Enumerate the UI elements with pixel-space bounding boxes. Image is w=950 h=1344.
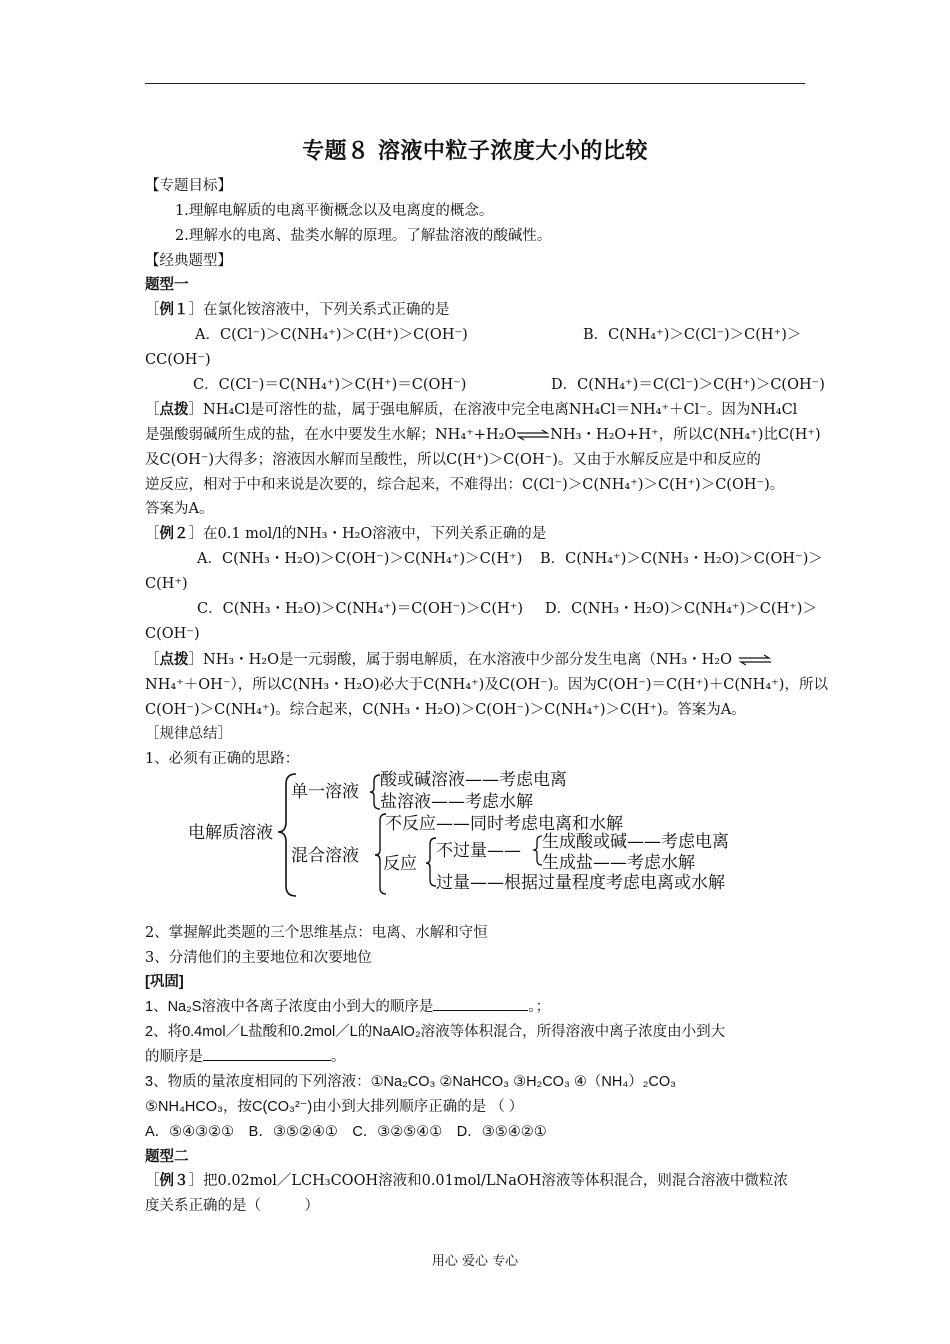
ex1-option-a: A．C(Cl⁻)＞C(NH₄⁺)＞C(H⁺)＞C(OH⁻)	[195, 327, 468, 343]
type2-heading: 题型二	[145, 1149, 189, 1165]
ex2-label: 例２	[159, 525, 189, 542]
ex2-option-b-cont: C(H⁺)	[145, 576, 188, 592]
ex2-hint-line-2: NH₄⁺＋OH⁻），所以C(NH₃・H₂O)必大于C(NH₄⁺)及C(OH⁻)。因为C(OH⁻)＝C(H⁺)＋C(NH₄⁺)，所以	[145, 677, 828, 693]
ex1-hint-line-1: ［点拨］NH₄Cl是可溶性的盐，属于强电解质，在溶液中完全电离NH₄Cl＝NH₄⁺＋Cl⁻。因为NH₄Cl	[145, 401, 798, 418]
target-item-2: 2.理解水的电离、盐类水解的原理。了解盐溶液的酸碱性。	[175, 228, 552, 244]
rule-summary-heading: ［规律总结］	[145, 726, 232, 742]
practice-q3-line-1: 3、物质的量浓度相同的下列溶液：①Na₂CO₃ ②NaHCO₃ ③H₂CO₃ ④（NH₄）₂CO₃	[145, 1074, 677, 1090]
rule-item-3: 3、分清他们的主要地位和次要地位	[145, 950, 372, 966]
tree-no-reaction: 不反应——同时考虑电离和水解	[385, 814, 623, 834]
ex1-hint-line-4: 逆反应，相对于中和来说是次要的，综合起来，不难得出：C(Cl⁻)＞C(NH₄⁺)＞C(H⁺)＞C(OH⁻)。	[145, 477, 785, 493]
ex3-text-1: 把0.02mol／LCH₃COOH溶液和0.01mol/LNaOH溶液等体积混合，则混合溶液中微粒浓	[203, 1173, 788, 1189]
ex1-question: ［例１］在氯化铵溶液中，下列关系式正确的是	[145, 301, 450, 318]
rule-item-1: 1、必须有正确的思路：	[145, 751, 300, 767]
rule-item-2: 2、掌握解此类题的三个思维基点：电离、水解和守恒	[145, 925, 488, 941]
q2-text-b: 的顺序是	[145, 1049, 203, 1065]
practice-q1	[145, 995, 550, 1019]
ex1-label: 例１	[159, 301, 189, 318]
tree-generate-salt: 生成盐——考虑水解	[542, 853, 695, 873]
electrolyte-solution-tree	[180, 770, 780, 900]
ex2-option-a: A．C(NH₃・H₂O)＞C(OH⁻)＞C(NH₄⁺)＞C(H⁺)	[197, 551, 523, 567]
ex1-option-b-cont: CC(OH⁻)	[145, 352, 211, 368]
practice-q3-line-2: ⑤NH₄HCO₃，按C(CO₃²⁻)由小到大排列顺序正确的是 （ ）	[145, 1099, 524, 1115]
tree-mixed-solution: 混合溶液	[291, 846, 359, 866]
tree-root: 电解质溶液	[188, 823, 273, 843]
tree-reaction: 反应	[383, 854, 417, 874]
tree-salt-solution: 盐溶液——考虑水解	[380, 792, 533, 812]
ex2-hint-line-3: C(OH⁻)＞C(NH₄⁺)。综合起来，C(NH₃・H₂O)＞C(OH⁻)＞C(NH₄⁺)＞C(H⁺)。答案为A。	[145, 702, 746, 718]
target-item-1: 1.理解电解质的电离平衡概念以及电离度的概念。	[175, 203, 494, 219]
ex2-option-d-cont: C(OH⁻)	[145, 626, 200, 642]
ex2-hint-line-1: ［点拨］NH₃・H₂O是一元弱酸，属于弱电解质，在水溶液中少部分发生电离（NH₃・H₂O	[145, 648, 772, 672]
practice-q3-options: A．⑤④③②① B．③⑤②④① C．③②⑤④① D．③⑤④②①	[145, 1124, 547, 1140]
ex2-option-c: C．C(NH₃・H₂O)＞C(NH₄⁺)＝C(OH⁻)＞C(H⁺)	[197, 601, 524, 617]
equilibrium-arrow-icon	[738, 654, 772, 666]
ex1-hint-line-5: 答案为A。	[145, 501, 214, 517]
q1-tail: 。；	[528, 999, 551, 1015]
ex1-question-text: 在氯化铵溶液中，下列关系式正确的是	[203, 302, 450, 318]
tree-acid-base-solution: 酸或碱溶液——考虑电离	[380, 770, 567, 790]
ex1-hint-line-2	[145, 423, 821, 447]
ex2-option-d: D．C(NH₃・H₂O)＞C(NH₄⁺)＞C(H⁺)＞	[545, 601, 817, 617]
ex1-hint-label: 点拨	[159, 401, 189, 418]
tree-generate-acid-base: 生成酸或碱——考虑电离	[542, 832, 729, 852]
ex1-option-c: C．C(Cl⁻)＝C(NH₄⁺)＞C(H⁺)＝C(OH⁻)	[193, 377, 467, 393]
ex1-hint-text-2a: 是强酸弱碱所生成的盐，在水中要发生水解；NH₄⁺+H₂O	[145, 427, 517, 443]
ex3-line-2: 度关系正确的是（ ）	[145, 1198, 319, 1214]
ex1-option-b: B．C(NH₄⁺)＞C(Cl⁻)＞C(H⁺)＞	[583, 327, 802, 343]
ex1-hint-line-3: 及C(OH⁻)大得多；溶液因水解而呈酸性，所以C(H⁺)＞C(OH⁻)。又由于水解反应是中和反应的	[145, 452, 761, 468]
ex2-hint-label: 点拨	[159, 651, 189, 668]
q2-answer-blank[interactable]	[203, 1046, 331, 1061]
practice-q2-line-1: 2、将0.4mol／L盐酸和0.2mol／L的NaAlO₂溶液等体积混合，所得溶液中离子浓度由小到大	[145, 1024, 726, 1040]
tree-excess: 过量——根据过量程度考虑电离或水解	[436, 873, 725, 893]
ex3-label: 例３	[159, 1172, 189, 1189]
tree-single-solution: 单一溶液	[291, 782, 359, 802]
header-rule	[145, 83, 805, 84]
equilibrium-arrow-icon	[516, 429, 550, 441]
page-footer: 用心 爱心 专心	[431, 1254, 519, 1269]
tree-not-excess: 不过量——	[436, 841, 521, 861]
consolidate-heading: [巩固]	[145, 974, 184, 990]
target-header: 【专题目标】	[145, 178, 232, 194]
ex1-hint-text-2b: NH₃・H₂O+H⁺，所以C(NH₄⁺)比C(H⁺)	[550, 427, 821, 443]
q1-text: 1、Na₂S溶液中各离子浓度由小到大的顺序是	[145, 999, 434, 1015]
ex2-question: ［例２］在0.1 mol/l的NH₃・H₂O溶液中，下列关系正确的是	[145, 525, 547, 542]
type1-heading: 题型一	[145, 277, 189, 293]
ex1-option-d: D．C(NH₄⁺)＝C(Cl⁻)＞C(H⁺)＞C(OH⁻)	[551, 377, 825, 393]
ex2-question-text: 在0.1 mol/l的NH₃・H₂O溶液中，下列关系正确的是	[203, 526, 547, 542]
q2-tail: 。	[331, 1049, 346, 1065]
page-title: 专题８ 溶液中粒子浓度大小的比较	[302, 139, 648, 164]
practice-q2-line-2	[145, 1045, 346, 1069]
ex2-hint-text-1: NH₃・H₂O是一元弱酸，属于弱电解质，在水溶液中少部分发生电离（NH₃・H₂O	[203, 652, 732, 668]
ex3-line-1: ［例３］把0.02mol／LCH₃COOH溶液和0.01mol/LNaOH溶液等体积混合，则混合溶液中微粒浓	[145, 1172, 788, 1189]
classic-header: 【经典题型】	[145, 253, 232, 269]
ex2-option-b: B．C(NH₄⁺)＞C(NH₃・H₂O)＞C(OH⁻)＞	[540, 551, 823, 567]
ex1-hint-text-1: NH₄Cl是可溶性的盐，属于强电解质，在溶液中完全电离NH₄Cl＝NH₄⁺＋Cl⁻。因为NH₄Cl	[203, 402, 798, 418]
q1-answer-blank[interactable]	[433, 996, 528, 1011]
